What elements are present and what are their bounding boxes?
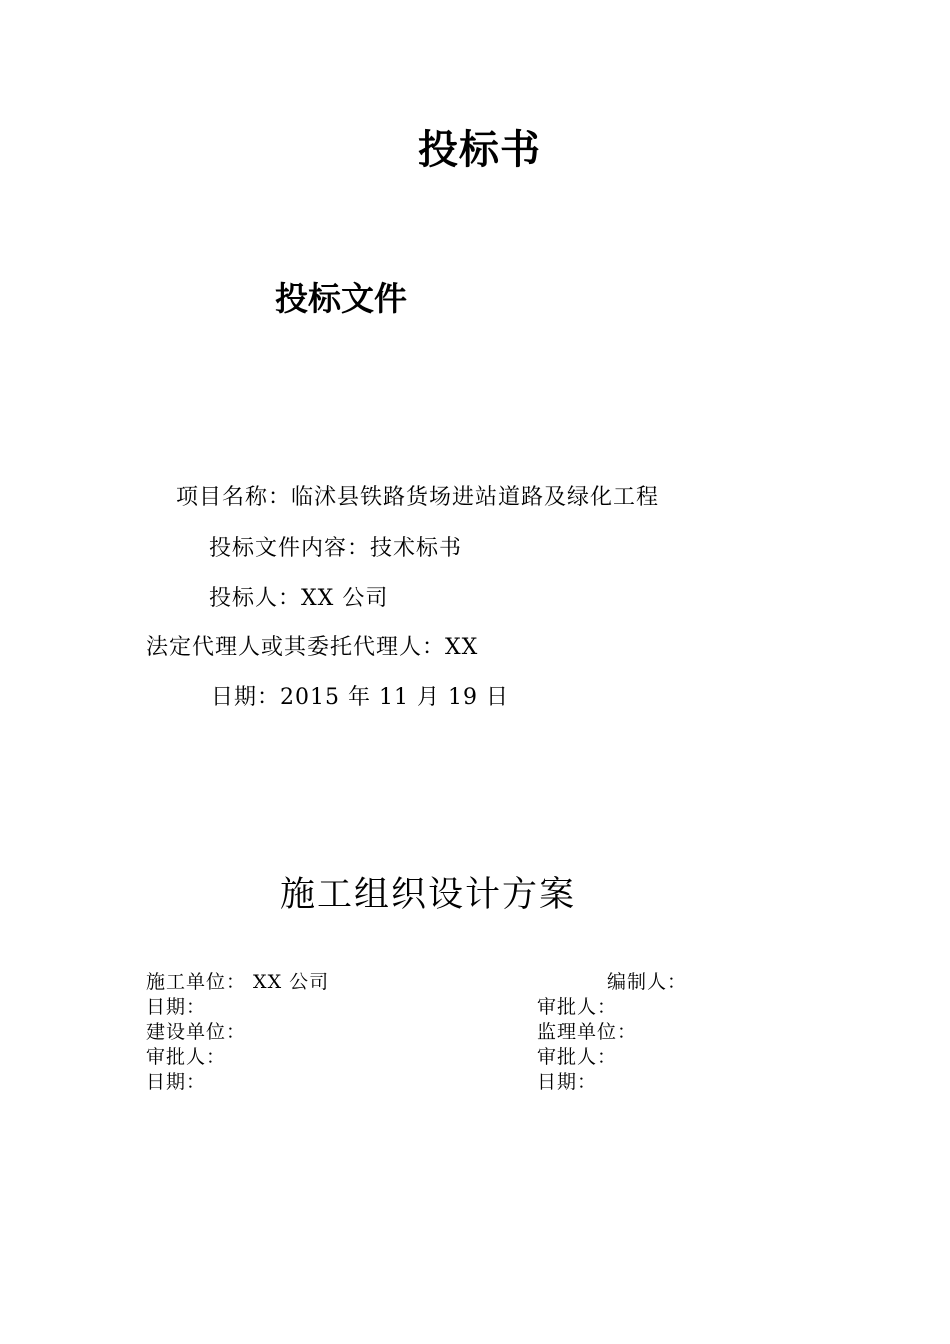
sig-right-compiler: 编制人： — [607, 971, 688, 993]
agent-line: 法定代理人或其委托代理人：XX — [146, 635, 479, 660]
plan-title: 施工组织设计方案 — [280, 875, 577, 915]
main-title: 投标书 — [418, 127, 541, 173]
project-name-line: 项目名称：临沭县铁路货场进站道路及绿化工程 — [176, 485, 660, 510]
sig-left-builder-unit: 建设单位： — [146, 1021, 247, 1043]
date-line: 日期：2015 年 11 月 19 日 — [211, 685, 509, 710]
sig-left-date: 日期： — [146, 996, 207, 1018]
sig-right-date: 日期： — [537, 1071, 598, 1093]
sig-left-construction-unit: 施工单位： XX 公司 — [146, 971, 330, 993]
sig-right-supervision-unit: 监理单位： — [537, 1021, 638, 1043]
sub-title: 投标文件 — [275, 279, 407, 318]
sig-right-approver: 审批人： — [537, 996, 618, 1018]
sig-right-approver-2: 审批人： — [537, 1046, 618, 1068]
bidder-line: 投标人：XX 公司 — [209, 586, 389, 611]
sig-left-date-2: 日期： — [146, 1071, 207, 1093]
sig-left-approver: 审批人： — [146, 1046, 227, 1068]
file-content-line: 投标文件内容：技术标书 — [209, 536, 463, 561]
